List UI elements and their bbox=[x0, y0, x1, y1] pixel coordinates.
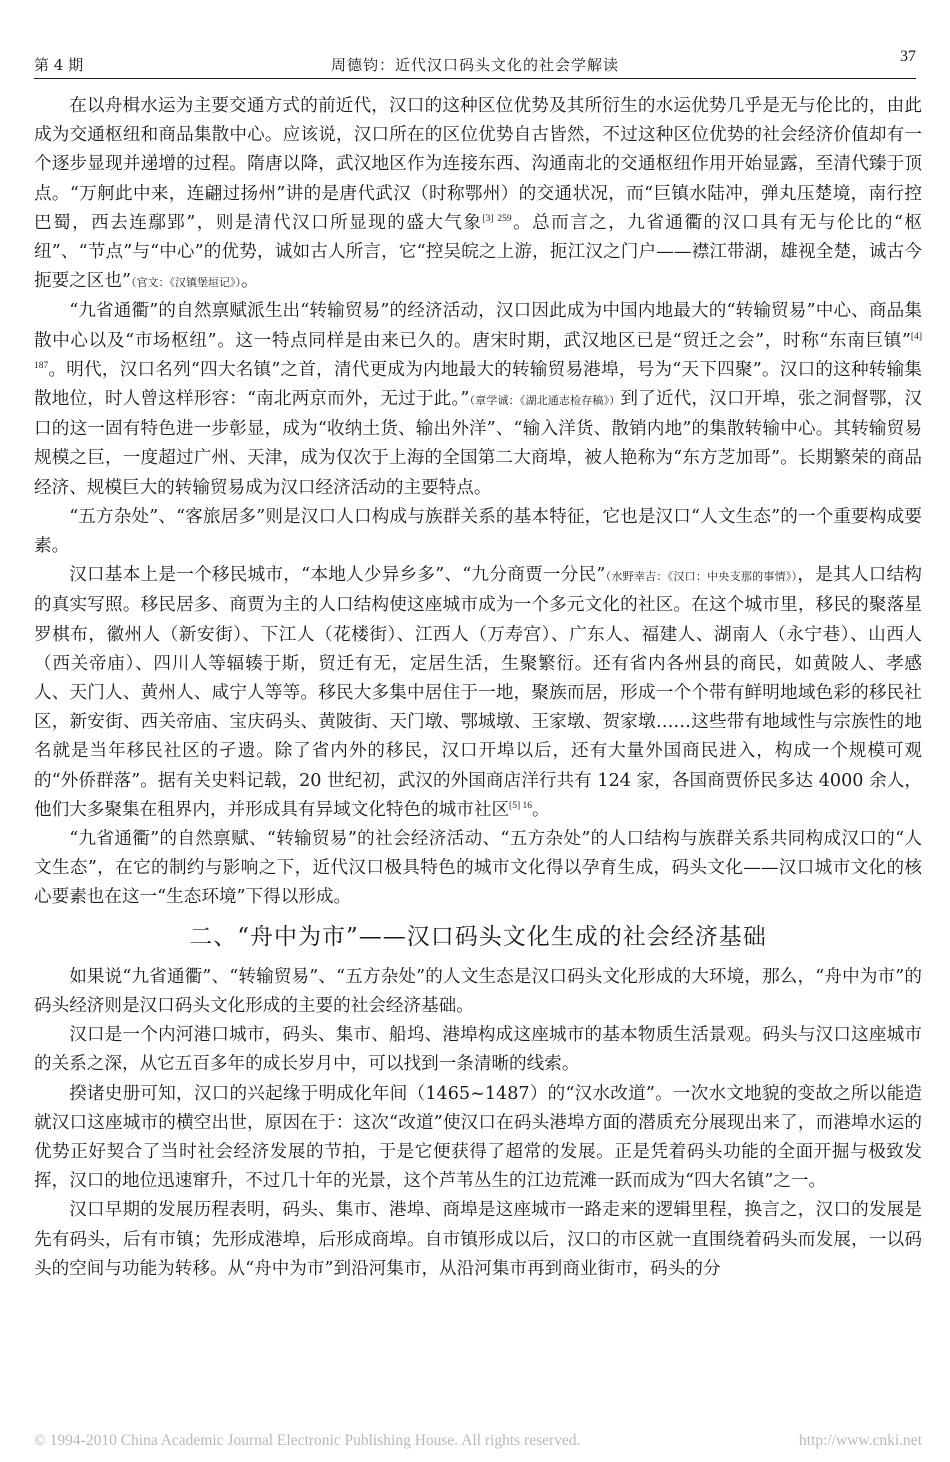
paragraph bbox=[34, 963, 922, 1021]
paragraph bbox=[34, 1080, 922, 1197]
paragraph-text: ，是其人口结构的真实写照。移民居多、商贾为主的人口结构使这座城市成为一个多元文化的社区。在这个城市里，移民的聚落星罗棋布，徽州人（新安街）、下江人（花楼街）、江西人（万寿宫）、广东人、福建人、湖南人（永宁巷）、山西人（西关帝庙）、四川人等辐辏于斯，贸迁有无，定居生活，生聚繁衍。还有省内各州县的商民，如黄陂人、孝感人、天门人、黄州人、咸宁人等等。移民大多集中居住于一地，聚族而居，形成一个个带有鲜明地域色彩的移民社区，新安街、西关帝庙、宝庆码头、黄陂街、天门墩、鄂城墩、王家墩、贺家墩……这些带有地域性与宗族性的地名就是当年移民社区的孑遗。除了省内外的移民，汉口开埠以后，还有大量外国商民进入，构成一个规模可观的“外侨群落”。据有关史料记载，20 世纪初，武汉的外国商店洋行共有 124 家，各国商贾侨民多达 4000 余人，他们大多聚集在租界内，并形成具有异域文化特色的城市社区 bbox=[34, 565, 922, 820]
citation-ref: [4] 187 bbox=[34, 331, 922, 371]
paragraph-text: 到了近代，汉口开埠，张之洞督鄂，汉口的这一固有特色进一步彰显，成为“收纳土货、输出外洋”、“输入洋货、散销内地”的集散转输中心。其转输贸易规模之巨，一度超过广州、天津，成为仅次于上海的全国第二大商埠，被人艳称为“东方芝加哥”。长期繁荣的商品经济、规模巨大的转输贸易成为汉口经济活动的主要特点。 bbox=[34, 389, 922, 498]
citation-ref: [5] 16 bbox=[509, 801, 532, 812]
running-title: 周德钧：近代汉口码头文化的社会学解读 bbox=[330, 56, 619, 74]
paragraph-text: 汉口是一个内河港口城市，码头、集市、船坞、港埠构成这座城市的基本物质生活景观。码头与汉口这座城市的关系之深，从它五百多年的成长岁月中，可以找到一条清晰的线索。 bbox=[34, 1025, 922, 1075]
paragraph bbox=[34, 503, 922, 561]
inline-citation: （章学诚：《湖北通志检存稿》） bbox=[469, 394, 621, 408]
paragraph bbox=[34, 561, 922, 825]
page-header bbox=[34, 48, 916, 79]
paragraph-text: 汉口基本上是一个移民城市，“本地人少异乡多”、“九分商贾一分民” bbox=[69, 565, 606, 586]
paragraph-text: 如果说“九省通衢”、“转输贸易”、“五方杂处”的人文生态是汉口码头文化形成的大环境，那么，“舟中为市”的码头经济则是汉口码头文化形成的主要的社会经济基础。 bbox=[34, 966, 922, 1016]
article-body bbox=[34, 92, 922, 1284]
paragraphs-before-section bbox=[34, 92, 922, 913]
issue-number: 第 4 期 bbox=[34, 56, 84, 74]
paragraph-text: 。 bbox=[532, 799, 550, 820]
inline-citation: （水野幸吉：《汉口：中央支那的事情》） bbox=[605, 570, 798, 584]
paragraph bbox=[34, 92, 922, 297]
paragraph-text: 在以舟楫水运为主要交通方式的前近代，汉口的这种区位优势及其所衍生的水运优势几乎是无与伦比的，由此成为交通枢纽和商品集散中心。应该说，汉口所在的区位优势自古皆然，不过这种区位优势的社会经济价值却有一个逐步显现并递增的过程。隋唐以降，武汉地区作为连接东西、沟通南北的交通枢纽作用开始显露，至清代臻于顶点。“万舸此中来，连翩过扬州”讲的是唐代武汉（时称鄂州）的交通状况，而“巨镇水陆冲，弹丸压楚境，南行控巴蜀，西去连鄢郢”，则是清代汉口所显现的盛大气象 bbox=[34, 96, 922, 233]
inline-citation: （官文：《汉镇堡垣记》） bbox=[130, 276, 241, 290]
citation-ref: [3] 259 bbox=[482, 213, 512, 224]
paragraph bbox=[34, 1021, 922, 1079]
paragraph bbox=[34, 825, 922, 913]
paragraph-text: 。明代，汉口名列“四大名镇”之首，清代更成为内地最大的转输贸易港埠，号为“天下四聚”。汉口的这种转输集散地位，时人曾这样形容：“南北两京而外，无过于此。” bbox=[34, 359, 922, 410]
section-heading: 二、“舟中为市”——汉口码头文化生成的社会经济基础 bbox=[189, 923, 767, 950]
paragraph-text: 。 bbox=[240, 271, 259, 292]
copyright-notice: © 1994-2010 China Academic Journal Electronic Publishing House. All rights reserved. bbox=[34, 1432, 581, 1449]
paragraph bbox=[34, 1196, 922, 1284]
paragraph-text: “九省通衢”的自然禀赋、“转输贸易”的社会经济活动、“五方杂处”的人口结构与族群关系共同构成汉口的“人文生态”，在它的制约与影响之下，近代汉口极具特色的城市文化得以孕育生成，码头文化——汉口城市文化的核心要素也在这一“生态环境”下得以形成。 bbox=[34, 829, 922, 908]
footer-url[interactable]: http://www.cnki.net bbox=[799, 1432, 922, 1449]
paragraphs-after-section bbox=[34, 963, 922, 1284]
paragraph-text: 揆诸史册可知，汉口的兴起缘于明成化年间（1465~1487）的“汉水改道”。一次水文地貌的变故之所以能造就汉口这座城市的横空出世，原因在于：这次“改道”使汉口在码头港埠方面的潜质充分展现出来了，而港埠水运的优势正好契合了当时社会经济发展的节拍，于是它便获得了超常的发展。正是凭着码头功能的全面开掘与极致发挥，汉口的地位迅速窜升，不过几十年的光景，这个芦苇丛生的江边荒滩一跃而成为“四大名镇”之一。 bbox=[34, 1083, 922, 1192]
paragraph bbox=[34, 297, 922, 502]
paragraph-text: “九省通衢”的自然禀赋派生出“转输贸易”的经济活动，汉口因此成为中国内地最大的“转输贸易”中心、商品集散中心以及“市场枢纽”。这一特点同样是由来已久的。唐宋时期，武汉地区已是“贸迁之会”，时称“东南巨镇” bbox=[34, 301, 922, 351]
paragraph-text: 汉口早期的发展历程表明，码头、集市、港埠、商埠是这座城市一路走来的逻辑里程，换言之，汉口的发展是先有码头，后有市镇；先形成港埠，后形成商埠。自市镇形成以后，汉口的市区就一直围绕着码头而发展，一以码头的空间与功能为转移。从“舟中为市”到沿河集市，从沿河集市再到商业街市，码头的分 bbox=[34, 1200, 922, 1279]
page-number: 37 bbox=[900, 48, 916, 65]
paragraph-text: 。总而言之，九省通衢的汉口具有无与伦比的“枢纽”、“节点”与“中心”的优势，诚如古人所言，它“控吴皖之上游，扼江汉之门户——襟江带湖，雄视全楚，诚古今扼要之区也” bbox=[34, 212, 923, 292]
paragraph-text: “五方杂处”、“客旅居多”则是汉口人口构成与族群关系的基本特征，它也是汉口“人文生态”的一个重要构成要素。 bbox=[34, 506, 922, 557]
